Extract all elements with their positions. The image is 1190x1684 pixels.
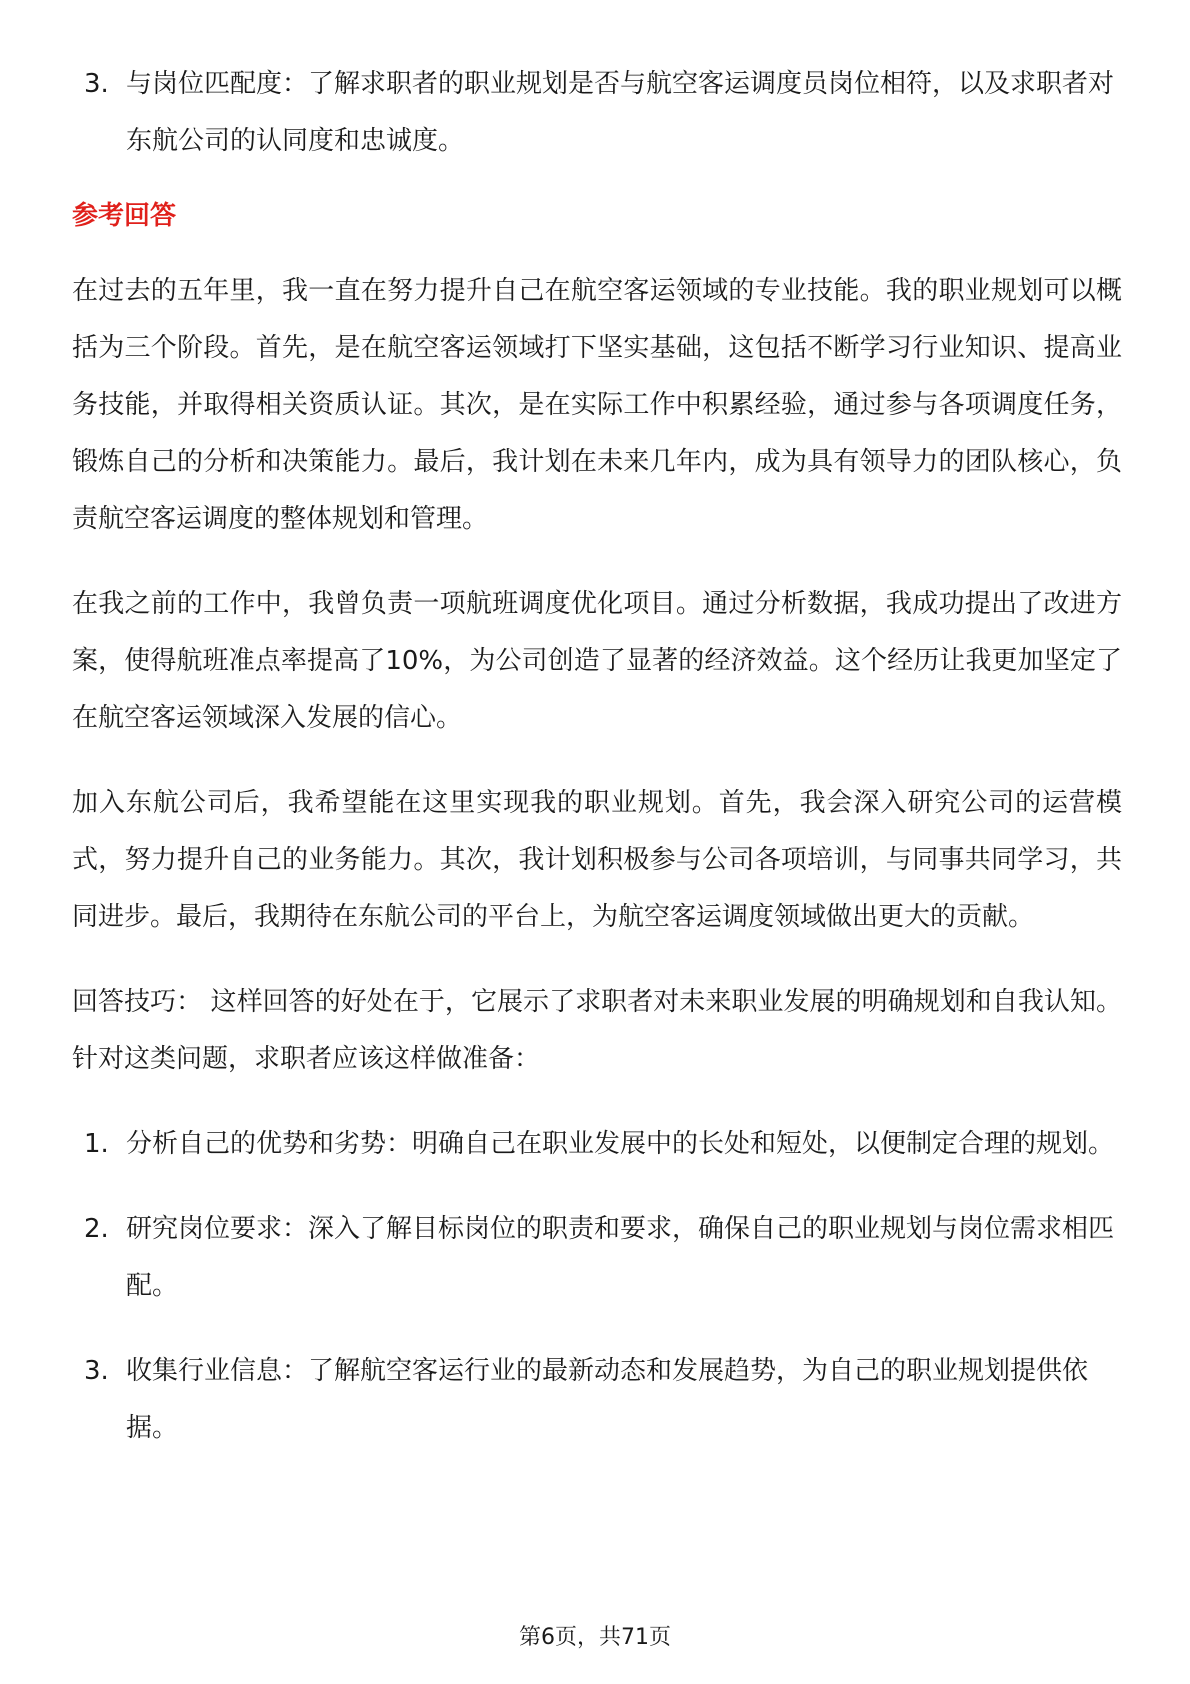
section-heading: 参考回答 <box>72 201 177 231</box>
page-footer: 第6页，共71页 <box>519 1625 671 1650</box>
list-number: 3. <box>84 1356 109 1386</box>
page-content <box>72 56 1122 1485</box>
tips-list-item-3 <box>72 1343 1122 1457</box>
list-item-text: 收集行业信息：了解航空客运行业的最新动态和发展趋势，为自己的职业规划提供依据。 <box>126 1356 1089 1443</box>
list-number: 2. <box>84 1214 109 1244</box>
list-item-text: 研究岗位要求：深入了解目标岗位的职责和要求，确保自己的职业规划与岗位需求相匹配。 <box>126 1214 1115 1301</box>
paragraph-1: 在过去的五年里，我一直在努力提升自己在航空客运领域的专业技能。我的职业规划可以概括为三个阶段。首先，是在航空客运领域打下坚实基础，这包括不断学习行业知识、提高业务技能，并取得相关资质认证。其次，是在实际工作中积累经验，通过参与各项调度任务，锻炼自己的分析和决策能力。最后，我计划在未来几年内，成为具有领导力的团队核心，负责航空客运调度的整体规划和管理。 <box>72 276 1122 534</box>
list-item-text: 与岗位匹配度：了解求职者的职业规划是否与航空客运调度员岗位相符，以及求职者对东航公司的认同度和忠诚度。 <box>126 69 1115 156</box>
list-number: 3. <box>84 69 109 99</box>
tips-list-item-1 <box>72 1116 1122 1173</box>
list-item-top <box>72 56 1122 170</box>
paragraph-2: 在我之前的工作中，我曾负责一项航班调度优化项目。通过分析数据，我成功提出了改进方案，使得航班准点率提高了10%，为公司创造了显著的经济效益。这个经历让我更加坚定了在航空客运领域深入发展的信心。 <box>72 589 1122 733</box>
paragraph-tips-intro: 回答技巧： 这样回答的好处在于，它展示了求职者对未来职业发展的明确规划和自我认知。针对这类问题，求职者应该这样做准备： <box>72 987 1122 1074</box>
tips-list <box>72 1116 1122 1457</box>
list-item-text: 分析自己的优势和劣势：明确自己在职业发展中的长处和短处，以便制定合理的规划。 <box>126 1129 1115 1159</box>
paragraph-3: 加入东航公司后，我希望能在这里实现我的职业规划。首先，我会深入研究公司的运营模式，努力提升自己的业务能力。其次，我计划积极参与公司各项培训，与同事共同学习，共同进步。最后，我期待在东航公司的平台上，为航空客运调度领域做出更大的贡献。 <box>72 788 1122 932</box>
list-number: 1. <box>84 1129 109 1159</box>
tips-list-item-2 <box>72 1201 1122 1315</box>
